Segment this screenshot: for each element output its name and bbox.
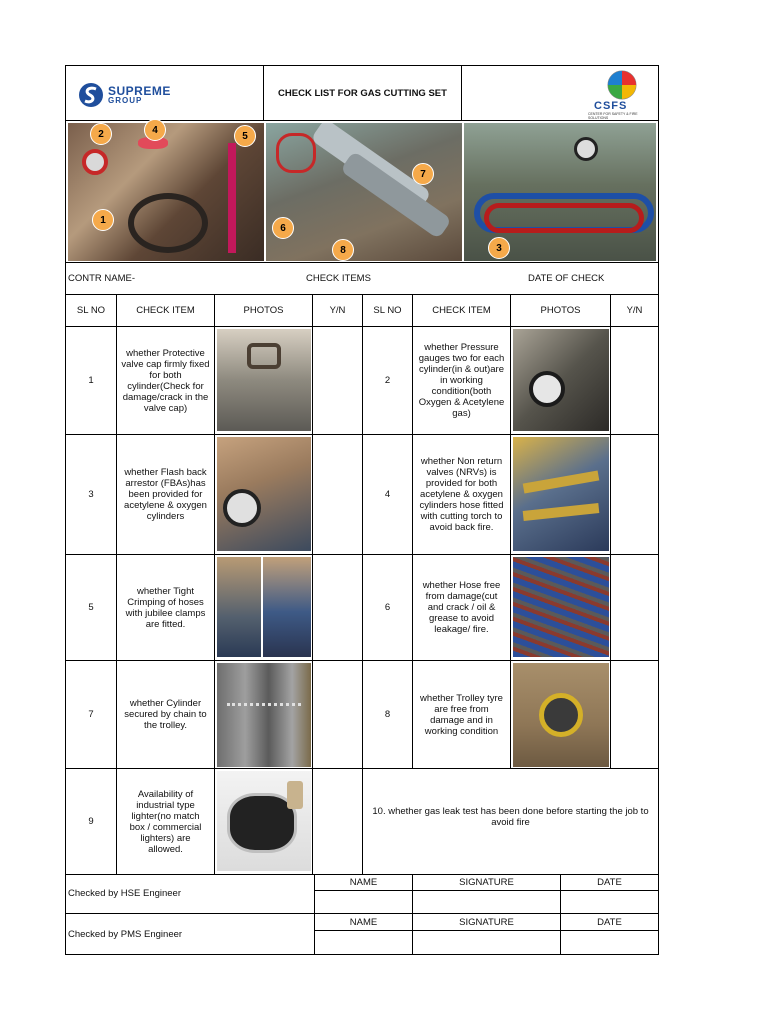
company-logo-cell bbox=[66, 66, 264, 120]
item-5-text: whether Tight Crimping of hoses with jubilee clamps are fitted. bbox=[116, 555, 214, 661]
hose-coil-shape bbox=[128, 193, 208, 253]
item-5-photo-cell bbox=[214, 555, 312, 661]
col-photos-right: PHOTOS bbox=[510, 295, 610, 327]
col-sl-no-right: SL NO bbox=[362, 295, 412, 327]
gauge-shape bbox=[574, 137, 598, 161]
gauge-shape bbox=[82, 149, 108, 175]
marker-3: 3 bbox=[488, 237, 510, 259]
col-photos: PHOTOS bbox=[214, 295, 312, 327]
marker-4: 4 bbox=[144, 119, 166, 141]
pms-date-field[interactable] bbox=[560, 931, 658, 954]
marker-5: 5 bbox=[234, 125, 256, 147]
item-8-yn[interactable] bbox=[610, 661, 658, 769]
item-5-yn[interactable] bbox=[312, 555, 362, 661]
pms-date-label: DATE bbox=[560, 914, 658, 931]
marker-2: 2 bbox=[90, 123, 112, 145]
col-yn: Y/N bbox=[312, 295, 362, 327]
photo-banner bbox=[66, 120, 658, 262]
item-6-photo-cell bbox=[510, 555, 610, 661]
item-1-text: whether Protective valve cap firmly fixed for both cylinder(Check for damage/crack in the valve cap) bbox=[116, 327, 214, 435]
hose-shape bbox=[276, 133, 316, 173]
item-3-no: 3 bbox=[66, 435, 116, 555]
item-4-photo bbox=[513, 437, 609, 551]
item-8-photo bbox=[513, 663, 609, 767]
item-9-text: Availability of industrial type lighter(no match box / commercial lighters) are allowed. bbox=[116, 769, 214, 875]
item-9-photo-cell bbox=[214, 769, 312, 875]
hse-engineer-label: Checked by HSE Engineer bbox=[66, 874, 314, 914]
pms-engineer-label: Checked by PMS Engineer bbox=[68, 928, 183, 940]
item-3-yn[interactable] bbox=[312, 435, 362, 555]
item-7-photo-cell bbox=[214, 661, 312, 769]
item-9-no: 9 bbox=[66, 769, 116, 875]
company-logo-name: SUPREME bbox=[108, 84, 171, 98]
item-6-text: whether Hose free from damage(cut and crack / oil & grease to avoid leakage/ fire. bbox=[412, 555, 510, 661]
csfs-logo-sub: CENTER FOR SAFETY & FIRE SOLUTIONS bbox=[588, 112, 638, 120]
item-4-no: 4 bbox=[362, 435, 412, 555]
item-4-text: whether Non return valves (NRVs) is provided for both acetylene & oxygen cylinders hose fitted with cutting torch to avoid back fire. bbox=[412, 435, 510, 555]
csfs-logo-icon bbox=[592, 70, 652, 102]
item-8-photo-cell bbox=[510, 661, 610, 769]
item-5-no: 5 bbox=[66, 555, 116, 661]
item-8-no: 8 bbox=[362, 661, 412, 769]
item-3-photo-cell bbox=[214, 435, 312, 555]
tyre-shape bbox=[539, 693, 583, 737]
item-6-yn[interactable] bbox=[610, 555, 658, 661]
pms-signature-field[interactable] bbox=[412, 931, 560, 954]
item-6-no: 6 bbox=[362, 555, 412, 661]
red-hose-shape bbox=[484, 203, 644, 233]
marker-1: 1 bbox=[92, 209, 114, 231]
item-3-photo bbox=[217, 437, 311, 551]
item-5-photo-a bbox=[217, 557, 261, 657]
item-4-yn[interactable] bbox=[610, 435, 658, 555]
marker-6: 6 bbox=[272, 217, 294, 239]
signoff-section bbox=[66, 874, 658, 954]
pms-name-label: NAME bbox=[314, 914, 412, 931]
item-5-photo-b bbox=[263, 557, 311, 657]
item-2-no: 2 bbox=[362, 327, 412, 435]
hse-signature-field[interactable] bbox=[412, 891, 560, 914]
item-6-photo bbox=[513, 557, 609, 657]
item-2-photo-cell bbox=[510, 327, 610, 435]
item-7-no: 7 bbox=[66, 661, 116, 769]
item-4-photo-cell bbox=[510, 435, 610, 555]
gauge-shape bbox=[223, 489, 261, 527]
col-sl-no: SL NO bbox=[66, 295, 116, 327]
hse-date-label: DATE bbox=[560, 874, 658, 891]
hose-shape bbox=[228, 143, 236, 253]
item-9-yn[interactable] bbox=[312, 769, 362, 875]
item-7-text: whether Cylinder secured by chain to the trolley. bbox=[116, 661, 214, 769]
item-3-text: whether Flash back arrestor (FBAs)has been provided for acetylene & oxygen cylinders bbox=[116, 435, 214, 555]
page-title: CHECK LIST FOR GAS CUTTING SET bbox=[264, 66, 462, 120]
pms-signature-label: SIGNATURE bbox=[412, 914, 560, 931]
col-check-item: CHECK ITEM bbox=[116, 295, 214, 327]
col-check-item-right: CHECK ITEM bbox=[412, 295, 510, 327]
valve-cap-shape bbox=[247, 343, 281, 369]
date-of-check-label: DATE OF CHECK bbox=[528, 273, 605, 284]
marker-7: 7 bbox=[412, 163, 434, 185]
item-8-text: whether Trolley tyre are free from damage and in working condition bbox=[412, 661, 510, 769]
hse-date-field[interactable] bbox=[560, 891, 658, 914]
item-9-photo bbox=[217, 771, 311, 871]
marker-8: 8 bbox=[332, 239, 354, 261]
item-1-photo-cell bbox=[214, 327, 312, 435]
item-7-yn[interactable] bbox=[312, 661, 362, 769]
nrv-shape bbox=[523, 470, 600, 493]
item-2-yn[interactable] bbox=[610, 327, 658, 435]
item-1-no: 1 bbox=[66, 327, 116, 435]
pms-name-field[interactable] bbox=[314, 931, 412, 954]
item-2-photo bbox=[513, 329, 609, 431]
contractor-name-label: CONTR NAME- bbox=[68, 273, 136, 284]
check-items-label: CHECK ITEMS bbox=[306, 273, 371, 284]
item-1-yn[interactable] bbox=[312, 327, 362, 435]
item-7-photo bbox=[217, 663, 311, 767]
col-yn-right: Y/N bbox=[610, 295, 658, 327]
checklist-table bbox=[66, 294, 658, 874]
info-row bbox=[66, 262, 658, 294]
banner-photo-trolley bbox=[266, 123, 462, 261]
chain-shape bbox=[227, 703, 301, 706]
checklist-sheet bbox=[65, 65, 659, 955]
lighter-flint-shape bbox=[287, 781, 303, 809]
nrv-shape bbox=[523, 503, 600, 521]
cylinder-shape bbox=[340, 151, 452, 239]
company-logo-sub: GROUP bbox=[108, 96, 143, 105]
csfs-logo-name: CSFS bbox=[594, 100, 628, 112]
item-1-photo bbox=[217, 329, 311, 431]
partner-logo-cell bbox=[462, 66, 658, 120]
hse-name-field[interactable] bbox=[314, 891, 412, 914]
hse-name-label: NAME bbox=[314, 874, 412, 891]
hse-signature-label: SIGNATURE bbox=[412, 874, 560, 891]
item-2-text: whether Pressure gauges two for each cylinder(in & out)are in working condition(both Oxygen & Acetylene gas) bbox=[412, 327, 510, 435]
gauge-shape bbox=[529, 371, 565, 407]
item-10-text: 10. whether gas leak test has been done before starting the job to avoid fire bbox=[362, 769, 658, 875]
